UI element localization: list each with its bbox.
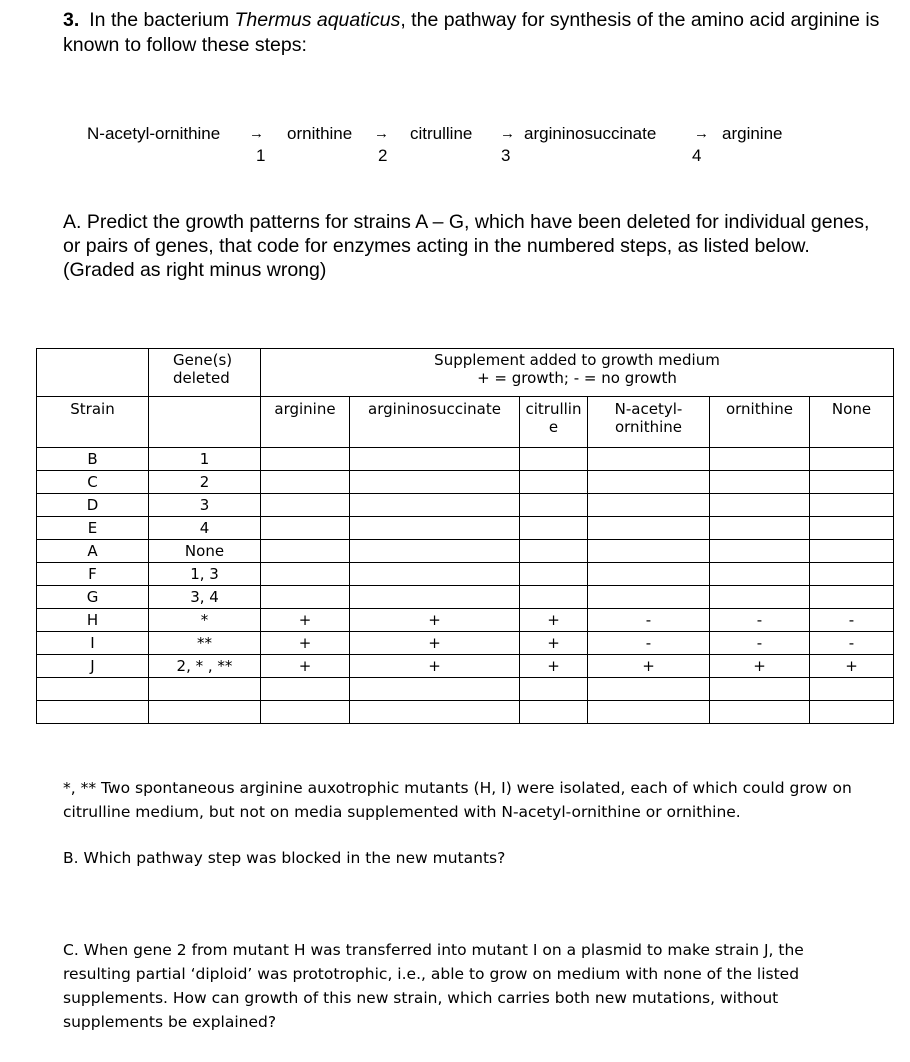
col-none: None <box>810 397 894 448</box>
part-b-question: B. Which pathway step was blocked in the new mutants? <box>63 849 506 867</box>
growth-cell <box>350 517 520 540</box>
growth-cell <box>261 701 350 724</box>
col-arginine: arginine <box>261 397 350 448</box>
empty-header-cell <box>37 349 149 397</box>
growth-cell <box>520 586 588 609</box>
growth-cell <box>350 471 520 494</box>
growth-cell: + <box>810 655 894 678</box>
table-row <box>37 494 894 517</box>
growth-cell: - <box>810 609 894 632</box>
growth-table <box>36 348 894 724</box>
growth-cell: + <box>261 632 350 655</box>
growth-cell: + <box>261 655 350 678</box>
growth-cell <box>520 471 588 494</box>
strain-cell: H <box>37 609 149 632</box>
pathway-step-1: 1 <box>256 146 266 165</box>
strain-cell: E <box>37 517 149 540</box>
table-header-row <box>37 349 894 397</box>
col-ornithine: ornithine <box>710 397 810 448</box>
genes-cell: ** <box>149 632 261 655</box>
growth-cell <box>261 586 350 609</box>
growth-cell: - <box>588 632 710 655</box>
growth-cell <box>261 448 350 471</box>
growth-cell <box>710 701 810 724</box>
table-row <box>37 586 894 609</box>
pathway-compound-arginine: arginine <box>722 124 783 143</box>
strain-cell: F <box>37 563 149 586</box>
growth-cell: - <box>810 632 894 655</box>
growth-cell <box>520 701 588 724</box>
strain-cell: J <box>37 655 149 678</box>
table-row <box>37 609 894 632</box>
genes-cell: * <box>149 609 261 632</box>
growth-cell <box>810 517 894 540</box>
growth-cell <box>710 448 810 471</box>
growth-cell <box>350 563 520 586</box>
growth-cell: + <box>520 632 588 655</box>
genes-cell: None <box>149 540 261 563</box>
pathway-arrow-icon: → <box>694 125 709 142</box>
pathway-compound-citrulline: citrulline <box>410 124 473 143</box>
table-row <box>37 563 894 586</box>
growth-cell <box>520 540 588 563</box>
mutants-note: *, ** Two spontaneous arginine auxotrophic mutants (H, I) were isolated, each of which could grow on citrulline medium, but not on media supplemented with N-acetyl-ornithine or ornithine. <box>63 779 852 821</box>
growth-cell <box>261 563 350 586</box>
growth-cell: - <box>710 609 810 632</box>
growth-cell <box>710 586 810 609</box>
growth-cell <box>710 471 810 494</box>
growth-cell <box>261 471 350 494</box>
strain-cell: C <box>37 471 149 494</box>
col-citrulline: citrullin e <box>520 397 588 448</box>
growth-cell <box>810 678 894 701</box>
genes-cell: 2, * , ** <box>149 655 261 678</box>
genes-cell <box>149 701 261 724</box>
growth-cell <box>588 563 710 586</box>
genes-deleted-header-text: Gene(s) deleted <box>173 351 233 387</box>
genes-subheader-empty <box>149 397 261 448</box>
growth-cell <box>588 494 710 517</box>
growth-cell <box>520 448 588 471</box>
growth-cell <box>520 678 588 701</box>
growth-cell <box>350 494 520 517</box>
intro-post: , the pathway for synthesis of the amino acid arginine is known to follow these steps: <box>63 9 880 56</box>
growth-cell <box>261 678 350 701</box>
growth-cell <box>710 517 810 540</box>
growth-cell <box>588 678 710 701</box>
strain-cell <box>37 678 149 701</box>
pathway-step-3: 3 <box>501 146 511 165</box>
growth-cell <box>261 540 350 563</box>
growth-cell <box>350 586 520 609</box>
growth-cell <box>350 701 520 724</box>
strain-cell: B <box>37 448 149 471</box>
supplement-header-legend: + = growth; - = no growth <box>477 369 677 387</box>
table-row <box>37 471 894 494</box>
genes-cell: 3, 4 <box>149 586 261 609</box>
growth-cell: + <box>710 655 810 678</box>
genes-cell: 2 <box>149 471 261 494</box>
growth-cell: + <box>588 655 710 678</box>
growth-cell: - <box>588 609 710 632</box>
pathway-compound-n-acetyl-ornithine: N-acetyl-ornithine <box>87 124 221 143</box>
growth-cell <box>588 701 710 724</box>
pathway-compound-ornithine: ornithine <box>287 124 353 143</box>
growth-cell <box>810 471 894 494</box>
growth-cell <box>810 494 894 517</box>
growth-cell <box>810 586 894 609</box>
table-row <box>37 655 894 678</box>
table-row <box>37 632 894 655</box>
growth-cell <box>810 448 894 471</box>
strain-cell: D <box>37 494 149 517</box>
growth-cell <box>710 563 810 586</box>
growth-cell <box>710 678 810 701</box>
question-number: 3. <box>63 9 80 31</box>
growth-cell: + <box>350 632 520 655</box>
growth-cell <box>588 448 710 471</box>
growth-cell <box>588 540 710 563</box>
table-row <box>37 517 894 540</box>
organism-name: Thermus aquaticus <box>234 9 401 31</box>
table-row <box>37 701 894 724</box>
supplement-header-title: Supplement added to growth medium <box>434 351 720 369</box>
growth-cell <box>710 494 810 517</box>
strain-cell: A <box>37 540 149 563</box>
growth-cell <box>588 471 710 494</box>
growth-cell <box>350 540 520 563</box>
growth-cell <box>520 494 588 517</box>
pathway-arrow-icon: → <box>374 125 389 142</box>
strain-header: Strain <box>37 397 149 448</box>
genes-cell: 1, 3 <box>149 563 261 586</box>
growth-cell <box>810 540 894 563</box>
growth-cell <box>261 494 350 517</box>
growth-cell <box>588 586 710 609</box>
genes-cell: 1 <box>149 448 261 471</box>
genes-cell: 4 <box>149 517 261 540</box>
table-row <box>37 678 894 701</box>
intro-pre: In the bacterium <box>89 9 235 31</box>
pathway-arrow-icon: → <box>500 125 515 142</box>
growth-cell <box>810 563 894 586</box>
growth-cell: + <box>520 609 588 632</box>
table-row <box>37 448 894 471</box>
growth-cell <box>810 701 894 724</box>
genes-cell <box>149 678 261 701</box>
table-body <box>37 448 894 724</box>
question-intro <box>63 8 883 58</box>
growth-cell: + <box>350 609 520 632</box>
pathway-step-4: 4 <box>692 146 702 165</box>
pathway-step-2: 2 <box>378 146 388 165</box>
growth-cell: + <box>520 655 588 678</box>
strain-cell <box>37 701 149 724</box>
genes-deleted-header <box>149 349 261 397</box>
growth-cell: + <box>261 609 350 632</box>
col-argininosuccinate: argininosuccinate <box>350 397 520 448</box>
growth-cell <box>350 448 520 471</box>
part-a-question: A. Predict the growth patterns for strains A – G, which have been deleted for individual genes, or pairs of genes, that code for enzymes acting in the numbered steps, as listed below. (Graded as right minus wrong) <box>63 211 870 281</box>
part-c-question: C. When gene 2 from mutant H was transferred into mutant I on a plasmid to make strain J, the resulting partial ‘diploid’ was prototrophic, i.e., able to grow on medium with none of the listed supplements. How can growth of this new strain, which carries both new mutations, without supplements be explained? <box>63 941 804 1031</box>
genes-cell: 3 <box>149 494 261 517</box>
growth-cell <box>350 678 520 701</box>
growth-cell <box>710 540 810 563</box>
strain-cell: I <box>37 632 149 655</box>
table-column-header-row <box>37 397 894 448</box>
growth-cell <box>588 517 710 540</box>
table-row <box>37 540 894 563</box>
col-n-acetyl-ornithine: N-acetyl- ornithine <box>588 397 710 448</box>
supplement-header <box>261 349 894 397</box>
growth-cell: - <box>710 632 810 655</box>
growth-cell <box>261 517 350 540</box>
pathway-arrow-icon: → <box>249 125 264 142</box>
strain-cell: G <box>37 586 149 609</box>
growth-cell <box>520 563 588 586</box>
growth-cell <box>520 517 588 540</box>
growth-cell: + <box>350 655 520 678</box>
pathway-compound-argininosuccinate: argininosuccinate <box>524 124 657 143</box>
